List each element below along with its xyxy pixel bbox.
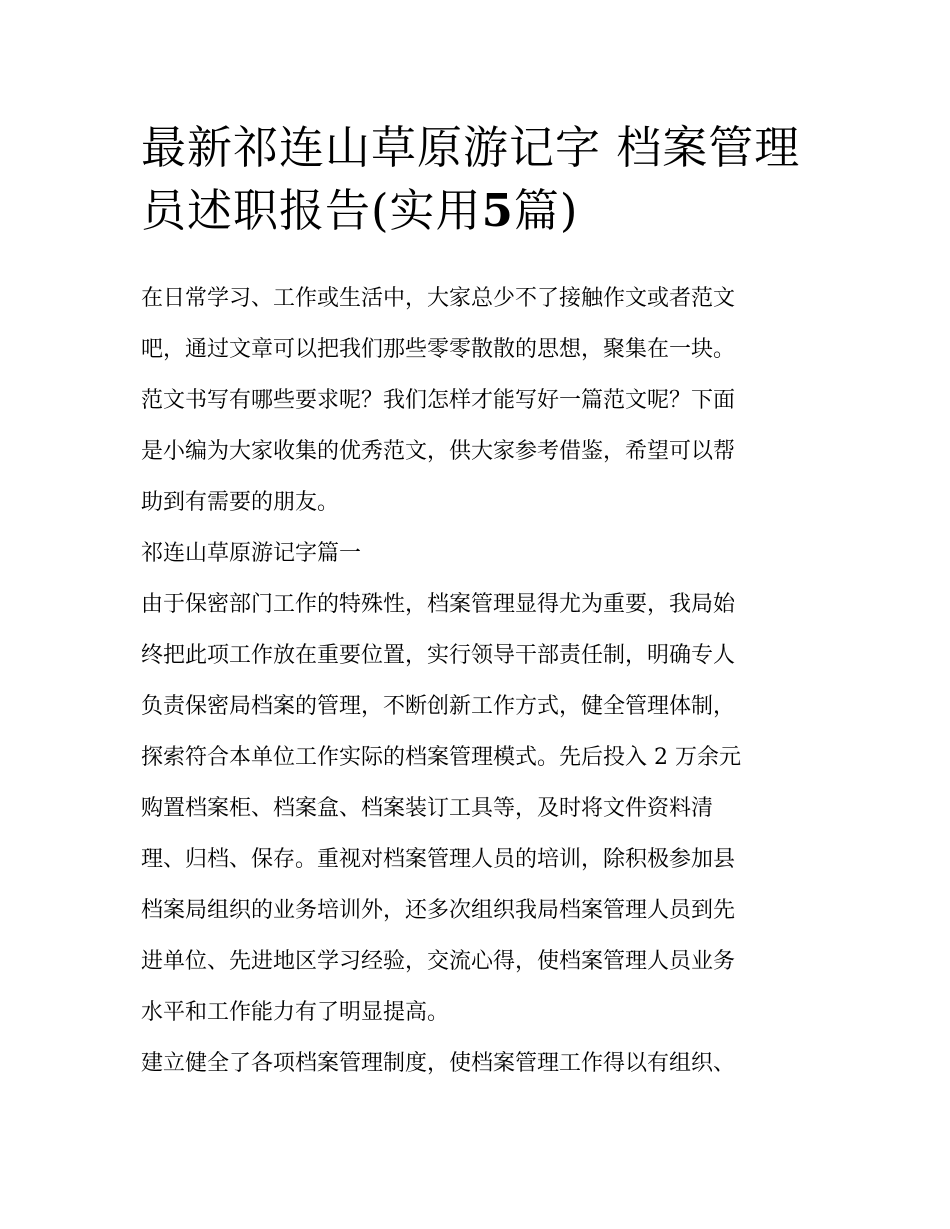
paragraph-line: 理、归档、保存。重视对档案管理人员的培训，除积极参加县 bbox=[141, 847, 736, 872]
intro-line: 吧，通过文章可以把我们那些零零散散的思想，聚集在一块。 bbox=[141, 337, 736, 362]
section-heading: 祁连山草原游记字篇一 bbox=[141, 541, 362, 566]
title-text: 最新祁连山草原游记字 档案管理员述职报告(实用 bbox=[141, 121, 801, 237]
paragraph-line: 档案局组织的业务培训外，还多次组织我局档案管理人员到先 bbox=[141, 898, 736, 923]
paragraph-line: 购置档案柜、档案盒、档案装订工具等，及时将文件资料清 bbox=[141, 796, 714, 821]
paragraph-line: 由于保密部门工作的特殊性，档案管理显得尤为重要，我局始 bbox=[141, 592, 736, 617]
paragraph-line: 负责保密局档案的管理，不断创新工作方式，健全管理体制， bbox=[141, 694, 736, 719]
intro-line: 助到有需要的朋友。 bbox=[141, 490, 340, 515]
intro-line: 是小编为大家收集的优秀范文，供大家参考借鉴，希望可以帮 bbox=[141, 439, 736, 464]
paragraph-line: 水平和工作能力有了明显提高。 bbox=[141, 1000, 450, 1025]
paragraph-line: 终把此项工作放在重要位置，实行领导干部责任制，明确专人 bbox=[141, 643, 736, 668]
title-number: 5 bbox=[481, 184, 514, 237]
document-title bbox=[141, 116, 821, 242]
intro-line: 在日常学习、工作或生活中，大家总少不了接触作文或者范文 bbox=[141, 286, 736, 311]
document-body bbox=[141, 280, 821, 1096]
title-text-end: 篇) bbox=[513, 184, 579, 237]
paragraph-line: 探索符合本单位工作实际的档案管理模式。先后投入 2 万余元 bbox=[141, 745, 741, 770]
paragraph-line: 进单位、先进地区学习经验，交流心得，使档案管理人员业务 bbox=[141, 949, 736, 974]
intro-line: 范文书写有哪些要求呢？我们怎样才能写好一篇范文呢？下面 bbox=[141, 388, 736, 413]
paragraph-line: 建立健全了各项档案管理制度，使档案管理工作得以有组织、 bbox=[141, 1051, 736, 1076]
